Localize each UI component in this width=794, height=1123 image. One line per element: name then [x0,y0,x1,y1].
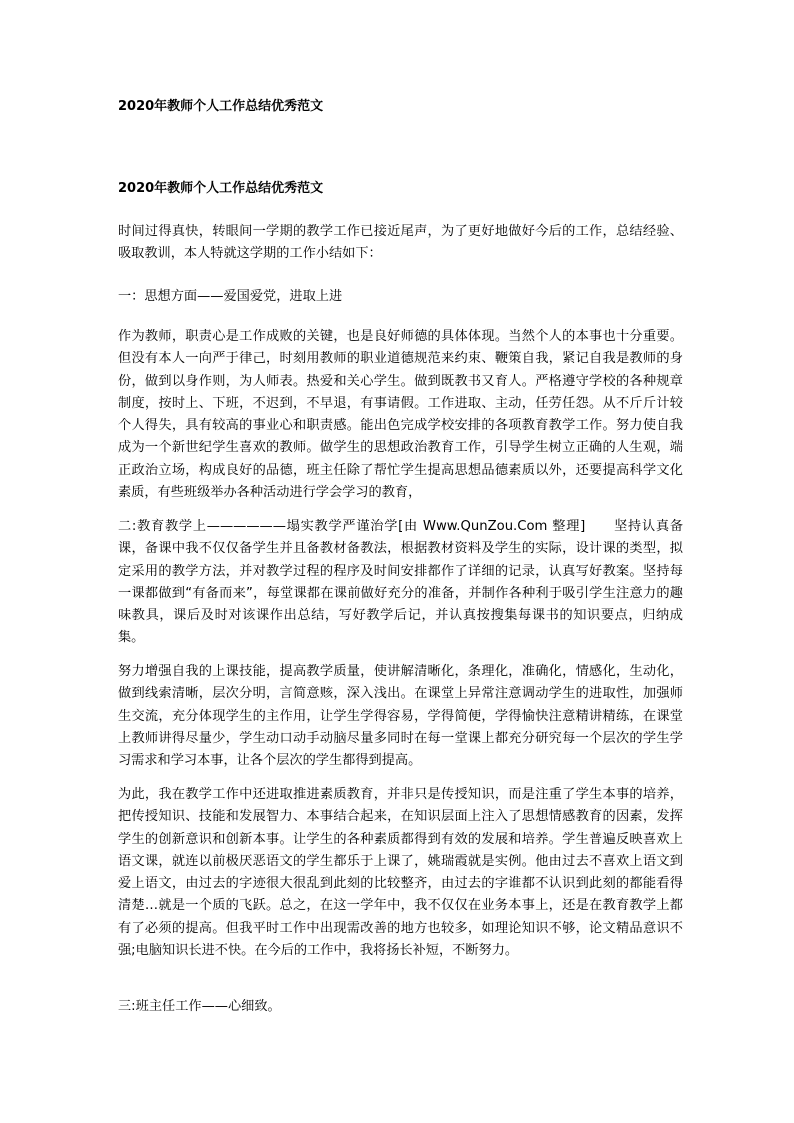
section3-heading-block [118,996,683,1018]
section2-paragraph-3 [118,784,683,962]
header-title: 2020年教师个人工作总结优秀范文 [118,99,324,114]
section2-paragraph [118,516,683,650]
intro-text: 时间过得真快，转眼间一学期的教学工作已接近尾声，为了更好地做好今后的工作，总结经验、吸取教训，本人特就这学期的工作小结如下： [118,224,683,262]
section2-body-2: 努力增强自我的上课技能，提高教学质量，使讲解清晰化，条理化，准确化，情感化，生动化，做到线索清晰，层次分明，言简意赅，深入浅出。在课堂上异常注意调动学生的进取性，加强师生交流，充分体现学生的主作用，让学生学得容易，学得简便，学得愉快注意精讲精练，在课堂上教师讲得尽量少，学生动口动手动脑尽量多同时在每一堂课上都充分研究每一个层次的学生学习需求和学习本事，让各个层次的学生都得到提高。 [118,664,683,769]
section1-body: 作为教师，职责心是工作成败的关键，也是良好师德的具体体现。当然个人的本事也十分重要。但没有本人一向严于律己，时刻用教师的职业道德规范来约束、鞭策自我，紧记自我是教师的身份，做到以身作则，为人师表。热爱和关心学生。做到既教书又育人。严格遵守学校的各种规章制度，按时上、下班，不迟到，不早退，有事请假。工作进取、主动，任劳任怨。从不斤斤计较个人得失，具有较高的事业心和职责感。能出色完成学校安排的各项教育教学工作。努力使自我成为一个新世纪学生喜欢的教师。做学生的思想政治教育工作，引导学生树立正确的人生观，端正政治立场，构成良好的品德，班主任除了帮忙学生提高思想品德素质以外，还要提高科学文化素质，有些班级举办各种活动进行学会学习的教育， [118,329,683,501]
section1-heading-block [118,286,683,308]
section2-heading: 二:教育教学上——————塌实教学严谨治学[由 Www.QunZou.Com 整理] [118,519,586,534]
section1-paragraph [118,326,683,504]
section2-text [118,516,683,650]
section1-heading: 一：思想方面——爱国爱党，进取上进 [118,289,343,304]
section2-body-3: 为此，我在教学工作中还进取推进素质教育，并非只是传授知识，而是注重了学生本事的培养，把传授知识、技能和发展智力、本事结合起来，在知识层面上注入了思想情感教育的因素，发挥学生的创新意识和创新本事。让学生的各种素质都得到有效的发展和培养。学生普遍反映喜欢上语文课，就连以前极厌恶语文的学生都乐于上课了，姚瑞霞就是实例。他由过去不喜欢上语文到爱上语文，由过去的字迹很大很乱到此刻的比较整齐，由过去的字谁都不认识到此刻的都能看得清楚…就是一个质的飞跃。总之，在这一学年中，我不仅仅在业务本事上，还是在教育教学上都有了必须的提高。但我平时工作中出现需改善的地方也较多，如理论知识不够，论文精品意识不强;电脑知识长进不快。在今后的工作中，我将扬长补短，不断努力。 [118,787,683,959]
document-title: 2020年教师个人工作总结优秀范文 [118,181,324,196]
intro-paragraph [118,221,683,266]
section2-body: 坚持认真备课，备课中我不仅仅备学生并且备教材备教法，根据教材资料及学生的实际，设计课的类型，拟定采用的教学方法，并对教学过程的程序及时间安排都作了详细的记录，认真写好教案。坚持每一课都做到“有备而来”，每堂课都在课前做好充分的准备，并制作各种利于吸引学生注意力的趣味教具，课后及时对该课作出总结，写好教学后记，并认真按搜集每课书的知识要点，归纳成集。 [118,519,684,646]
section3-heading: 三:班主任工作——心细致。 [118,999,281,1014]
section2-paragraph-2 [118,661,683,772]
